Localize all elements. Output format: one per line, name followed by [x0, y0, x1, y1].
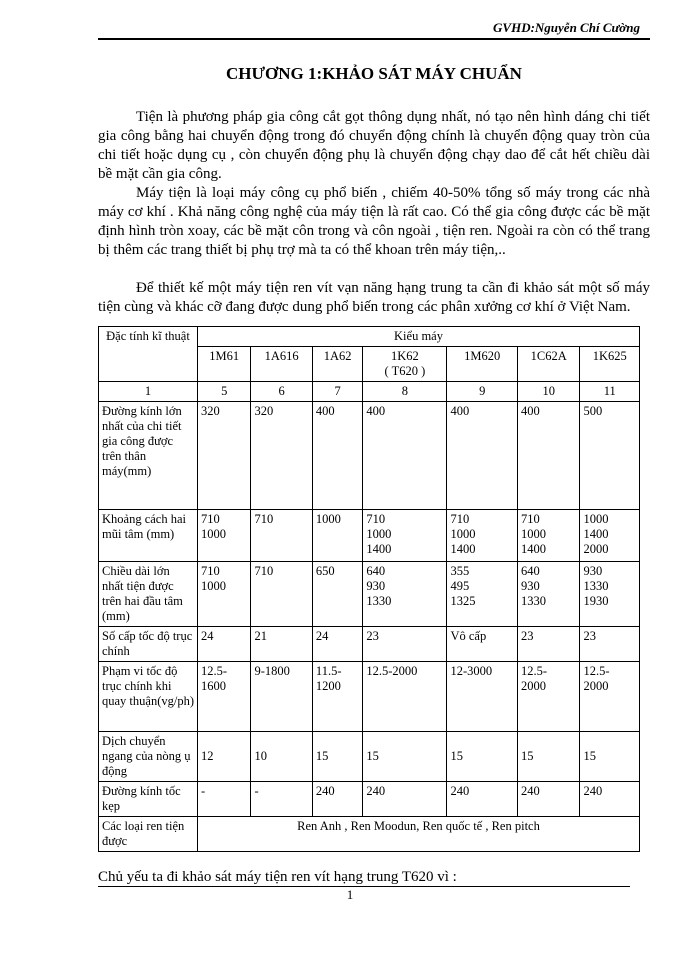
- table-cell: 23: [580, 627, 640, 662]
- row-label: Số cấp tốc độ trục chính: [99, 627, 198, 662]
- table-cell: 24: [198, 627, 251, 662]
- column-number: 1: [99, 382, 198, 402]
- table-cell: 240: [363, 782, 447, 817]
- column-number-row: [99, 382, 640, 402]
- table-cell: 710: [251, 510, 312, 562]
- table-cell: 23: [363, 627, 447, 662]
- table-cell: 23: [517, 627, 580, 662]
- row-label: Đường kính lớn nhất của chi tiết gia công được trên thân máy(mm): [99, 402, 198, 510]
- model-header: 1A62: [312, 347, 362, 382]
- column-number: 6: [251, 382, 312, 402]
- table-cell: 640 930 1330: [517, 562, 580, 627]
- table-row: [99, 562, 640, 627]
- model-header: 1K625: [580, 347, 640, 382]
- row-label: Khoảng cách hai mũi tâm (mm): [99, 510, 198, 562]
- header-supervisor: GVHD:Nguyễn Chí Cường: [493, 20, 640, 35]
- table-row: [99, 662, 640, 732]
- table-cell: 400: [363, 402, 447, 510]
- model-header: 1M61: [198, 347, 251, 382]
- table-cell: 12-3000: [447, 662, 518, 732]
- model-header: 1A616: [251, 347, 312, 382]
- row-label: Các loại ren tiện được: [99, 817, 198, 852]
- column-number: 11: [580, 382, 640, 402]
- table-cell: 710 1000 1400: [447, 510, 518, 562]
- table-cell: 640 930 1330: [363, 562, 447, 627]
- table-cell: 10: [251, 732, 312, 782]
- table-cell: 240: [517, 782, 580, 817]
- table-cell: 710: [251, 562, 312, 627]
- table-cell: 1000: [312, 510, 362, 562]
- paragraph-2: Máy tiện là loại máy công cụ phổ biến , chiếm 40-50% tổng số máy trong các nhà máy cơ khí . Khả năng công nghệ của máy tiện là rất cao. Có thể gia công được các bề mặt định hình tròn xoay, các bề mặt côn trong và côn ngoài , tiện ren. Ngoài ra còn có thể trang bị thêm các trang thiết bị phụ trợ mà ta có thể khoan trên máy tiện,..: [98, 185, 650, 258]
- table-cell: -: [251, 782, 312, 817]
- page-number: 1: [346, 887, 354, 902]
- table-cell: 650: [312, 562, 362, 627]
- table-cell: 15: [363, 732, 447, 782]
- table-cell: 1000 1400 2000: [580, 510, 640, 562]
- row-label: Dịch chuyển ngang của nòng ụ động: [99, 732, 198, 782]
- table-cell: 12: [198, 732, 251, 782]
- paragraph-3: Để thiết kế một máy tiện ren vít vạn năng hạng trung ta cần đi khảo sát một số máy tiện cùng và khác cỡ đang được dung phổ biến trong các phân xưởng cơ khí ở Việt Nam.: [98, 280, 650, 315]
- table-cell: 500: [580, 402, 640, 510]
- paragraph-1: Tiện là phương pháp gia công cắt gọt thông dụng nhất, nó tạo nên hình dáng chi tiết gia công bằng hai chuyển động trong đó chuyển động chính là chuyển động quay tròn của chi tiết hoặc dụng cụ , còn chuyển động phụ là chuyển động chạy dao để cắt hết chiều dài bề mặt cần gia công.: [98, 109, 650, 182]
- table-cell: 15: [312, 732, 362, 782]
- table-cell: 21: [251, 627, 312, 662]
- column-number: 8: [363, 382, 447, 402]
- table-cell: 24: [312, 627, 362, 662]
- table-cell: 320: [251, 402, 312, 510]
- table-cell: 240: [580, 782, 640, 817]
- table-cell: 240: [447, 782, 518, 817]
- table-cell: 710 1000: [198, 510, 251, 562]
- table-cell: 12.5- 2000: [517, 662, 580, 732]
- lathe-spec-table: [98, 326, 640, 852]
- table-cell: 930 1330 1930: [580, 562, 640, 627]
- thread-types-cell: Ren Anh , Ren Moodun, Ren quốc tế , Ren pitch: [198, 817, 640, 852]
- table-cell: 320: [198, 402, 251, 510]
- table-cell: 12.5-2000: [363, 662, 447, 732]
- table-cell: Vô cấp: [447, 627, 518, 662]
- table-cell: 400: [312, 402, 362, 510]
- table-cell: 15: [580, 732, 640, 782]
- model-header: 1C62A: [517, 347, 580, 382]
- table-cell: 400: [517, 402, 580, 510]
- table-cell: 9-1800: [251, 662, 312, 732]
- table-cell: 355 495 1325: [447, 562, 518, 627]
- footer-text: Chủ yếu ta đi khảo sát máy tiện ren vít hạng trung T620 vì :: [98, 869, 457, 885]
- table-cell: 400: [447, 402, 518, 510]
- row-label: Chiều dài lớn nhất tiện được trên hai đầu tâm (mm): [99, 562, 198, 627]
- table-row: [99, 627, 640, 662]
- table-cell: 15: [447, 732, 518, 782]
- table-cell: 15: [517, 732, 580, 782]
- table-row: [99, 817, 640, 852]
- column-number: 10: [517, 382, 580, 402]
- table-cell: 710 1000: [198, 562, 251, 627]
- table-cell: 11.5- 1200: [312, 662, 362, 732]
- table-header-row: [99, 327, 640, 347]
- table-cell: 710 1000 1400: [363, 510, 447, 562]
- table-cell: 240: [312, 782, 362, 817]
- row-label: Đường kính tốc kẹp: [99, 782, 198, 817]
- table-row: [99, 510, 640, 562]
- column-number: 5: [198, 382, 251, 402]
- model-header: 1K62 ( T620 ): [363, 347, 447, 382]
- table-row: [99, 402, 640, 510]
- group-header: Kiểu máy: [198, 327, 640, 347]
- row-label: Phạm vi tốc độ trục chính khi quay thuận(vg/ph): [99, 662, 198, 732]
- table-row: [99, 732, 640, 782]
- column-number: 7: [312, 382, 362, 402]
- header-rule: [98, 38, 650, 40]
- corner-header: Đặc tính kĩ thuật: [99, 327, 198, 382]
- table-row: [99, 782, 640, 817]
- table-cell: 710 1000 1400: [517, 510, 580, 562]
- table-cell: 12.5- 1600: [198, 662, 251, 732]
- column-number: 9: [447, 382, 518, 402]
- model-header: 1M620: [447, 347, 518, 382]
- table-cell: -: [198, 782, 251, 817]
- chapter-title: CHƯƠNG 1:KHẢO SÁT MÁY CHUẨN: [226, 64, 522, 83]
- table-cell: 12.5- 2000: [580, 662, 640, 732]
